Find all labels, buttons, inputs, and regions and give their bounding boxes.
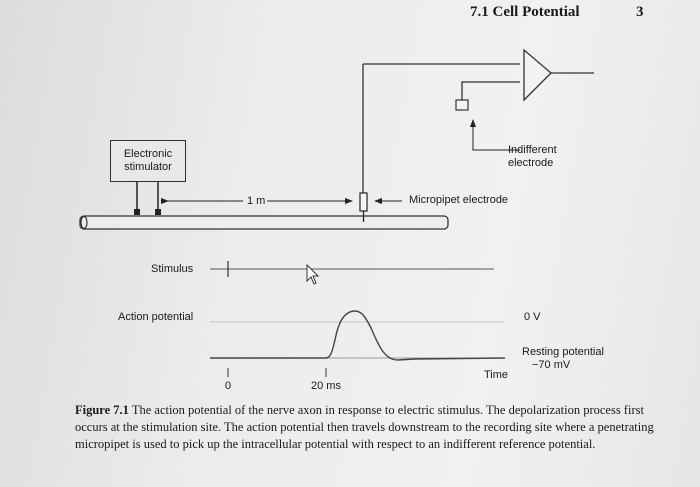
amplifier-symbol (524, 50, 551, 100)
nerve-axon (80, 216, 448, 229)
figure-label: Figure 7.1 (75, 403, 129, 417)
time-axis-label: Time (484, 369, 509, 381)
resting-potential-label-line1: Resting potential (522, 346, 604, 358)
section-title: 7.1 Cell Potential (470, 4, 580, 20)
distance-label: 1 m (247, 195, 266, 207)
micropipet-electrode (360, 193, 367, 211)
resting-potential-label-line2: −70 mV (532, 359, 571, 371)
stimulator-electrode-right (155, 209, 161, 215)
page-number: 3 (636, 4, 644, 20)
stimulator-electrode-left (134, 209, 140, 215)
stimulus-label: Stimulus (151, 263, 194, 275)
electronic-stimulator (110, 140, 186, 182)
caption-text: The action potential of the nerve axon in response to electric stimulus. The depolarization process first occurs at the stimulation site. The action potential then travels downstream to the recording site where a penetrating micropipet is used to pick up the intracellular potential with respect to an indifferent reference potential. (75, 403, 654, 451)
amplifier-input-wire-bottom (462, 82, 520, 100)
action-potential-label: Action potential (118, 311, 194, 323)
tick-zero-label: 0 (225, 380, 232, 392)
stimulator-label-line1: Electronic (123, 148, 173, 160)
indifferent-label-line1: Indifferent (508, 144, 557, 156)
cursor-icon (307, 265, 318, 284)
indifferent-electrode (456, 100, 468, 110)
tick-twenty-label: 20 ms (311, 380, 341, 392)
micropipet-label: Micropipet electrode (409, 194, 509, 206)
figure-caption (75, 402, 655, 453)
stimulator-label-line2: stimulator (124, 161, 172, 173)
indifferent-label-line2: electrode (508, 157, 554, 169)
action-potential-curve (210, 311, 505, 360)
zero-volt-label: 0 V (524, 311, 541, 323)
